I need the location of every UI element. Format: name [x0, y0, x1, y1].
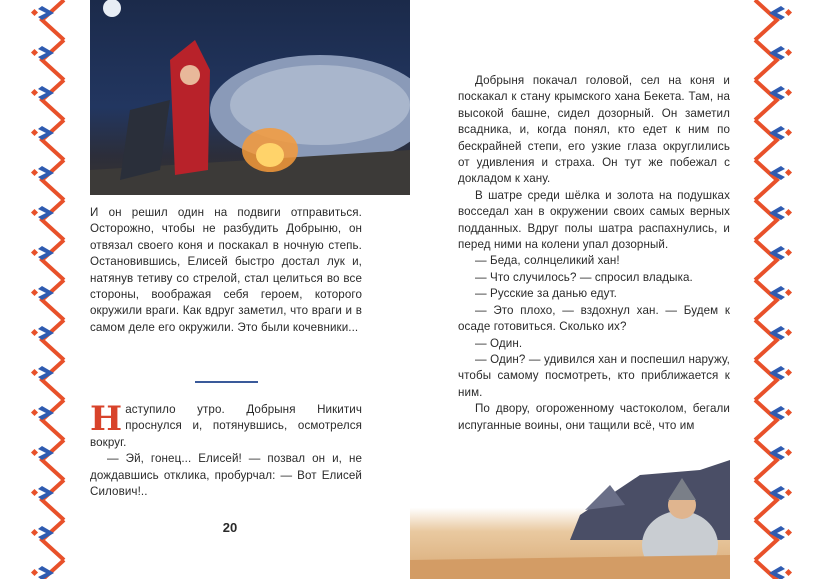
paragraph: В шатре среди шёлка и золота на подушках восседал хан в окружении своих самых верных подданных. Вдруг полы шатра распахнулись, и перед ними на колени упал дозорный. [458, 188, 730, 252]
dialogue-line: — Беда, солнцеликий хан! [475, 254, 620, 268]
dialogue-line: — Это плохо, — вздохнул хан. — Будем к осаде готовиться. Сколько их? [458, 303, 730, 334]
paragraph: — Эй, гонец... Елисей! — позвал он и, не дождавшись отклика, пробурчал: — Вот Елисей Силович!.. [90, 452, 362, 499]
section-divider [195, 381, 258, 383]
paragraph: Добрыня покачал головой, сел на коня и поскакал к стану крымского хана Бекета. Там, на высокой башне, сидел дозорный. Он заметил всадника, и, когда понял, кто едет к ним по бескрайней степи, его узкие глаза округлились от удивления и страха. Он тут же побежал с докладом к хану. [458, 74, 730, 186]
dialogue-line: — Что случилось? — спросил владыка. [475, 270, 693, 284]
page-number: 20 [222, 520, 238, 535]
ornament-border-left [28, 0, 78, 579]
text-block-left-bottom [90, 399, 362, 500]
paragraph: И он решил один на подвиги отправиться. Осторожно, чтобы не разбудить Добрыню, он отвязал своего коня и поскакал в ночную степь. Остановившись, Елисей быстро достал лук и, натянув тетиву со стрелой, стал целиться во все стороны, воображая себя героем, которого окружили враги. Как вдруг заметил, что враги и в самом деле его окружили. Это были кочевники... [90, 206, 362, 334]
drop-cap: Н [90, 399, 123, 439]
paragraph: По двору, огороженному частоколом, бегали испуганные воины, они тащили всё, что им [458, 402, 730, 432]
dialogue-line: — Один. [475, 336, 523, 350]
ornament-border-right [745, 0, 795, 579]
dialogue-line: — Русские за данью едут. [475, 287, 617, 301]
illustration-desert-warrior [410, 460, 730, 579]
paragraph-text: аступило утро. Добрыня Никитич проснулся и, потянувшись, осмотрелся вокруг. [90, 403, 362, 449]
paragraph [90, 399, 362, 451]
illustration-night-camp [90, 0, 410, 195]
text-block-left-top [90, 205, 362, 336]
dialogue-line: — Один? — удивился хан и поспешил наружу, чтобы самому посмотреть, кто приближается к ним. [458, 352, 730, 399]
text-block-right [458, 73, 730, 434]
